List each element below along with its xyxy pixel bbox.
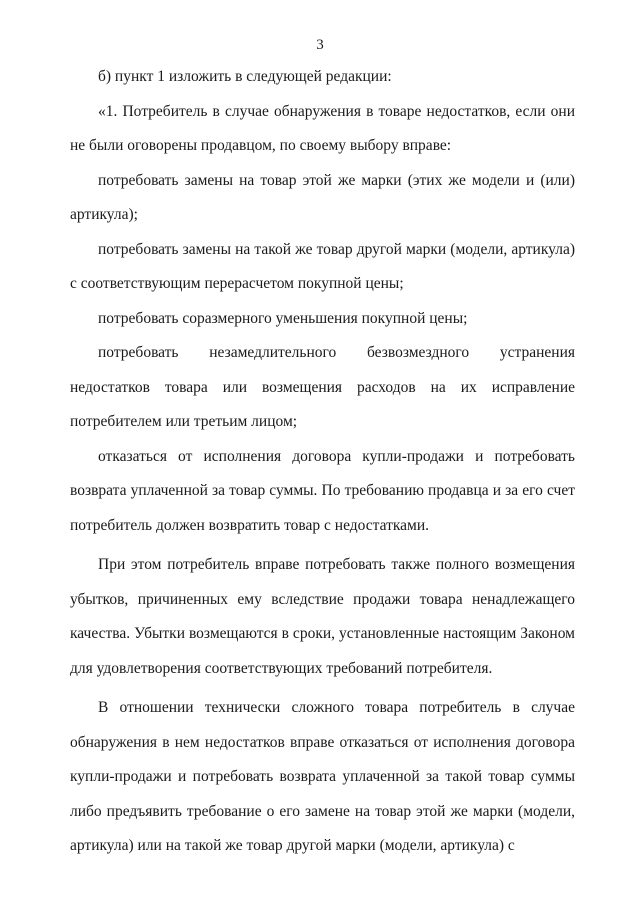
paragraph-option-replace-other-brand: потребовать замены на такой же товар другой марки (модели, артикула) с соответствующим перерасчетом покупной цены; xyxy=(70,240,575,292)
paragraph-option-defect-repair: потребовать незамедлительного безвозмездного устранения недостатков товара или возмещения расходов на их исправление потребителем или третьим лицом; xyxy=(70,344,575,430)
document-body xyxy=(70,60,575,864)
paragraph-option-replace-same-brand: потребовать замены на товар этой же марки (этих же модели и (или) артикула); xyxy=(70,171,575,223)
paragraph-subpoint-b: б) пункт 1 изложить в следующей редакции: xyxy=(98,68,392,85)
paragraph-point-1-intro: «1. Потребитель в случае обнаружения в товаре недостатков, если они не были оговорены продавцом, по своему выбору вправе: xyxy=(70,102,575,154)
paragraph-option-price-reduction: потребовать соразмерного уменьшения покупной цены; xyxy=(98,309,468,327)
paragraph-damages: При этом потребитель вправе потребовать также полного возмещения убытков, причиненных ему вследствие продажи товара ненадлежащего качества. Убытки возмещаются в сроки, установленные настоящим Законом для удовлетворения соответствующих требований потребителя. xyxy=(70,556,575,677)
paragraph-technically-complex-goods: В отношении технически сложного товара потребитель в случае обнаружения в нем недостатков вправе отказаться от исполнения договора купли-продажи и потребовать возврата уплаченной за такой товар суммы либо предъявить требование о его замене на товар этой же марки (модели, артикула) или на такой же товар другой марки (модели, артикула) с xyxy=(70,699,575,854)
page-number: 3 xyxy=(316,37,324,53)
paragraph-option-contract-refusal: отказаться от исполнения договора купли-продажи и потребовать возврата уплаченной за товар суммы. По требованию продавца и за его счет потребитель должен возвратить товар с недостатками. xyxy=(70,447,575,534)
